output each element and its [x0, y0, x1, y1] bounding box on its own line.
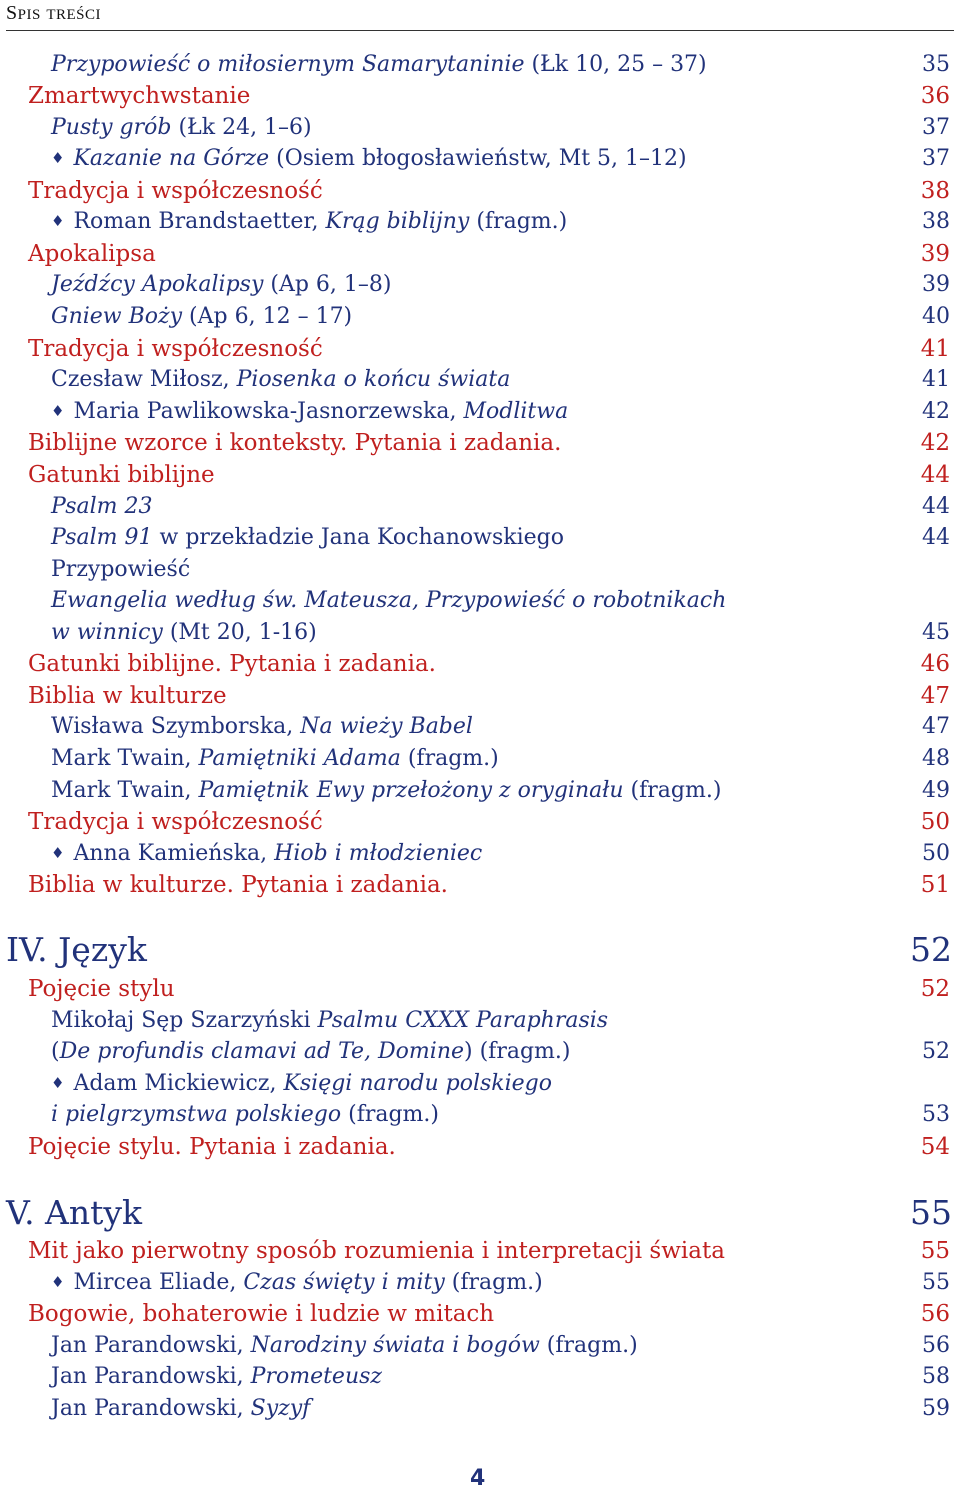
toc-section: [0, 238, 960, 270]
toc-title: [51, 1393, 310, 1425]
toc-title-part: (fragm.): [539, 1333, 638, 1358]
toc-page-number: 50: [920, 809, 950, 835]
toc-title: [51, 1267, 543, 1300]
toc-title-part: Jan Parandowski,: [51, 1396, 251, 1421]
toc-page-number: 35: [922, 52, 950, 77]
toc-title: [51, 1099, 439, 1131]
toc-title-part: De profundis clamavi ad Te, Domine: [59, 1039, 465, 1064]
toc-page-number: 55: [910, 1193, 952, 1232]
toc-title-part: Psalmu CXXX Paraphrasis: [317, 1008, 609, 1033]
toc-title: [28, 869, 448, 901]
toc-page-number: 41: [920, 336, 950, 362]
toc-page-number: 37: [922, 146, 950, 171]
toc-title-part: Pojęcie stylu: [28, 976, 175, 1002]
toc-title-part: Pojęcie stylu. Pytania i zadania.: [28, 1134, 396, 1160]
toc-section: [0, 80, 960, 112]
toc-title: [28, 806, 323, 838]
toc-page-number: 36: [920, 83, 950, 109]
toc-title-part: w winnicy: [51, 620, 163, 645]
toc-title: [51, 1361, 382, 1393]
page-number: 4: [470, 1466, 486, 1491]
toc-title-part: (Ap 6, 12 – 17): [182, 304, 353, 329]
page-header: [0, 0, 960, 34]
toc-title-part: Gatunki biblijne. Pytania i zadania.: [28, 651, 436, 677]
toc-title-part: (fragm.): [623, 778, 722, 803]
toc-title: [28, 1298, 494, 1330]
toc-entry: [0, 838, 960, 870]
header-title: [6, 2, 101, 25]
toc-page-number: 44: [920, 462, 950, 488]
toc-page-number: 52: [910, 930, 952, 969]
toc-title: [28, 80, 250, 112]
toc-title: [28, 175, 323, 207]
toc-title-part: (fragm.): [444, 1270, 543, 1295]
toc-title: [51, 1330, 638, 1362]
toc-page-number: 51: [920, 872, 950, 898]
toc-page-number: 40: [922, 304, 950, 329]
toc-title-part: Mark Twain,: [51, 778, 199, 803]
toc-section: [0, 1131, 960, 1163]
toc-title: [51, 1005, 608, 1037]
toc-title: [51, 112, 312, 144]
toc-page-number: 47: [922, 714, 950, 739]
toc-title-part: (fragm.): [341, 1102, 439, 1127]
toc-title-part: Mit jako pierwotny sposób rozumienia i interpretacji świata: [28, 1238, 725, 1264]
toc-title: [51, 711, 473, 743]
toc-title: [28, 973, 175, 1005]
toc-title: [51, 522, 564, 554]
toc-title-part: Przypowieść: [51, 557, 191, 582]
toc-title: [6, 1193, 143, 1232]
toc-section: [0, 806, 960, 838]
toc-section: [0, 680, 960, 712]
toc-title-part: Adam Mickiewicz,: [73, 1071, 284, 1096]
toc-title-part: Biblia w kulturze. Pytania i zadania.: [28, 872, 448, 898]
toc-page-number: 49: [922, 778, 950, 803]
toc-section: [0, 1298, 960, 1330]
toc-page-number: 44: [922, 494, 950, 519]
toc-title: [51, 269, 392, 301]
toc-title: [51, 617, 317, 649]
toc-title: [51, 1036, 570, 1068]
toc-title-part: Ewangelia według św. Mateusza, Przypowieść o robotnikach: [51, 588, 727, 613]
toc-page-number: 55: [920, 1238, 950, 1264]
toc-title-part: Jeźdźcy Apokalipsy: [51, 272, 264, 297]
toc-title-part: Pusty grób: [51, 115, 172, 140]
toc-title-part: (Łk 24, 1–6): [171, 115, 312, 140]
toc-entry: [0, 1005, 960, 1037]
toc-page-number: 42: [920, 430, 950, 456]
toc-entry: [0, 775, 960, 807]
toc-section: [0, 427, 960, 459]
toc-entry: [0, 585, 960, 617]
toc-title: [51, 364, 510, 396]
toc-title-part: Roman Brandstaetter,: [73, 209, 326, 234]
toc-title: [28, 680, 227, 712]
toc-title-part: (Osiem błogosławieństw, Mt 5, 1–12): [269, 146, 687, 171]
toc-title-part: Czesław Miłosz,: [51, 367, 237, 392]
toc-title-part: Krąg biblijny: [325, 209, 470, 234]
toc-page-number: 47: [920, 683, 950, 709]
toc-title-part: Maria Pawlikowska-Jasnorzewska,: [73, 399, 464, 424]
toc-title: [28, 459, 215, 491]
toc-title-part: w przekładzie Jana Kochanowskiego: [152, 525, 565, 550]
toc-title-part: i pielgrzymstwa polskiego: [51, 1102, 342, 1127]
toc-entry: [0, 143, 960, 175]
toc-title: [28, 648, 436, 680]
toc-entry: [0, 711, 960, 743]
toc-title: [51, 206, 567, 239]
toc-title: [51, 838, 482, 871]
toc-entry: [0, 49, 960, 81]
toc-title-part: (fragm.): [400, 746, 499, 771]
toc-title-part: Psalm 91: [51, 525, 153, 550]
toc-title: [28, 238, 156, 270]
toc-page-number: 53: [922, 1102, 950, 1127]
toc-title: [51, 491, 153, 523]
toc-title-part: Gniew Boży: [51, 304, 183, 329]
diamond-icon: ♦: [51, 1273, 65, 1291]
toc-title-part: Bogowie, bohaterowie i ludzie w mitach: [28, 1301, 495, 1327]
toc-entry: [0, 1099, 960, 1131]
toc-title-part: IV. Język: [6, 930, 147, 969]
toc-section: [0, 1235, 960, 1267]
toc-title-part: Wisława Szymborska,: [51, 714, 301, 739]
toc-entry: [0, 364, 960, 396]
header-title-rest-1: PIS: [17, 7, 41, 23]
diamond-icon: ♦: [51, 402, 65, 420]
toc-page-number: 48: [922, 746, 950, 771]
toc-page-number: 56: [922, 1333, 950, 1358]
toc-title: [6, 930, 147, 969]
toc-title: [28, 1235, 725, 1267]
toc-title-part: Apokalipsa: [28, 241, 156, 267]
header-title-initial: S: [6, 2, 18, 24]
toc-title-part: Hiob i młodzieniec: [274, 841, 483, 866]
toc-title-part: (Łk 10, 25 – 37): [524, 52, 707, 77]
toc-title-part: ) (fragm.): [464, 1039, 571, 1064]
diamond-icon: ♦: [51, 844, 65, 862]
toc-title: [28, 427, 561, 459]
toc-page-number: 50: [922, 841, 950, 866]
toc-title: [28, 1131, 396, 1163]
toc-title: [51, 301, 352, 333]
toc-title-part: Tradycja i współczesność: [28, 809, 323, 835]
toc-entry: [0, 1393, 960, 1425]
toc-page-number: 56: [920, 1301, 950, 1327]
diamond-icon: ♦: [51, 1074, 65, 1092]
toc-chapter: [0, 930, 960, 969]
toc-title: [51, 1068, 552, 1101]
toc-title-part: Kazanie na Górze: [73, 146, 270, 171]
toc-page-number: 54: [920, 1134, 950, 1160]
toc-page-number: 52: [920, 976, 950, 1002]
toc-section: [0, 973, 960, 1005]
toc-entry: [0, 743, 960, 775]
toc-title-part: (fragm.): [469, 209, 568, 234]
toc-title-part: Anna Kamieńska,: [73, 841, 275, 866]
toc-title-part: Mark Twain,: [51, 746, 199, 771]
toc-title: [51, 143, 687, 176]
header-title-rest-2: TREŚCI: [46, 7, 101, 23]
toc-title-part: Mikołaj Sęp Szarzyński: [51, 1008, 318, 1033]
toc-title-part: Pamiętnik Ewy przełożony z oryginału: [198, 778, 624, 803]
diamond-icon: ♦: [51, 149, 65, 167]
toc-entry: [0, 269, 960, 301]
toc-entry: [0, 1068, 960, 1100]
toc-entry: [0, 491, 960, 523]
toc-entry: [0, 554, 960, 586]
toc-title-part: Tradycja i współczesność: [28, 178, 323, 204]
toc-page-number: 52: [922, 1039, 950, 1064]
toc-title: [51, 396, 568, 429]
toc-page-number: 58: [922, 1364, 950, 1389]
toc-title: [51, 743, 499, 775]
toc-page-number: 46: [920, 651, 950, 677]
toc-entry: [0, 1267, 960, 1299]
toc-entry: [0, 617, 960, 649]
toc-chapter: [0, 1193, 960, 1232]
toc-title-part: (: [51, 1039, 60, 1064]
toc-page-number: 59: [922, 1396, 950, 1421]
toc-title-part: Gatunki biblijne: [28, 462, 215, 488]
toc-title: [51, 49, 707, 81]
toc-page-number: 37: [922, 115, 950, 140]
toc-title-part: Na wieży Babel: [300, 714, 473, 739]
toc-title-part: Przypowieść o miłosiernym Samarytaninie: [51, 52, 525, 77]
toc-section: [0, 333, 960, 365]
toc-title-part: Biblijne wzorce i konteksty. Pytania i zadania.: [28, 430, 562, 456]
toc-page-number: 39: [920, 241, 950, 267]
toc-title-part: Psalm 23: [51, 494, 153, 519]
toc-title-part: Zmartwychwstanie: [28, 83, 251, 109]
toc-title-part: Mircea Eliade,: [73, 1270, 244, 1295]
toc-title-part: Syzyf: [250, 1396, 311, 1421]
toc-title-part: Biblia w kulturze: [28, 683, 227, 709]
toc-page-number: 44: [922, 525, 950, 550]
toc-title-part: Jan Parandowski,: [51, 1364, 251, 1389]
toc-entry: [0, 1036, 960, 1068]
toc-title-part: Tradycja i współczesność: [28, 336, 323, 362]
toc-page-number: 55: [922, 1270, 950, 1295]
toc-title-part: Księgi narodu polskiego: [283, 1071, 552, 1096]
toc-title: [51, 775, 721, 807]
toc-title-part: Jan Parandowski,: [51, 1333, 251, 1358]
toc-title-part: Czas święty i mity: [243, 1270, 445, 1295]
toc-title: [51, 585, 726, 617]
toc-page-number: 41: [922, 367, 950, 392]
toc-entry: [0, 112, 960, 144]
toc-title-part: Prometeusz: [250, 1364, 382, 1389]
toc-entry: [0, 1330, 960, 1362]
toc-entry: [0, 396, 960, 428]
toc-title-part: Pamiętniki Adama: [198, 746, 401, 771]
toc-section: [0, 459, 960, 491]
diamond-icon: ♦: [51, 212, 65, 230]
toc-entry: [0, 206, 960, 238]
toc-title-part: Modlitwa: [463, 399, 569, 424]
toc-title: [51, 554, 190, 586]
toc-title-part: Narodziny świata i bogów: [250, 1333, 540, 1358]
toc-entry: [0, 1361, 960, 1393]
toc-page-number: 42: [922, 399, 950, 424]
toc-section: [0, 648, 960, 680]
toc-page-number: 45: [922, 620, 950, 645]
toc-page-number: 39: [922, 272, 950, 297]
toc-title: [28, 333, 323, 365]
toc-page-number: 38: [922, 209, 950, 234]
toc-section: [0, 175, 960, 207]
toc-entry: [0, 522, 960, 554]
toc-entry: [0, 301, 960, 333]
toc-section: [0, 869, 960, 901]
toc-title-part: (Ap 6, 1–8): [263, 272, 392, 297]
toc-page-number: 38: [920, 178, 950, 204]
toc-title-part: Piosenka o końcu świata: [236, 367, 511, 392]
header-rule: [6, 30, 954, 31]
toc-title-part: (Mt 20, 1-16): [162, 620, 317, 645]
toc-title-part: V. Antyk: [6, 1193, 143, 1232]
